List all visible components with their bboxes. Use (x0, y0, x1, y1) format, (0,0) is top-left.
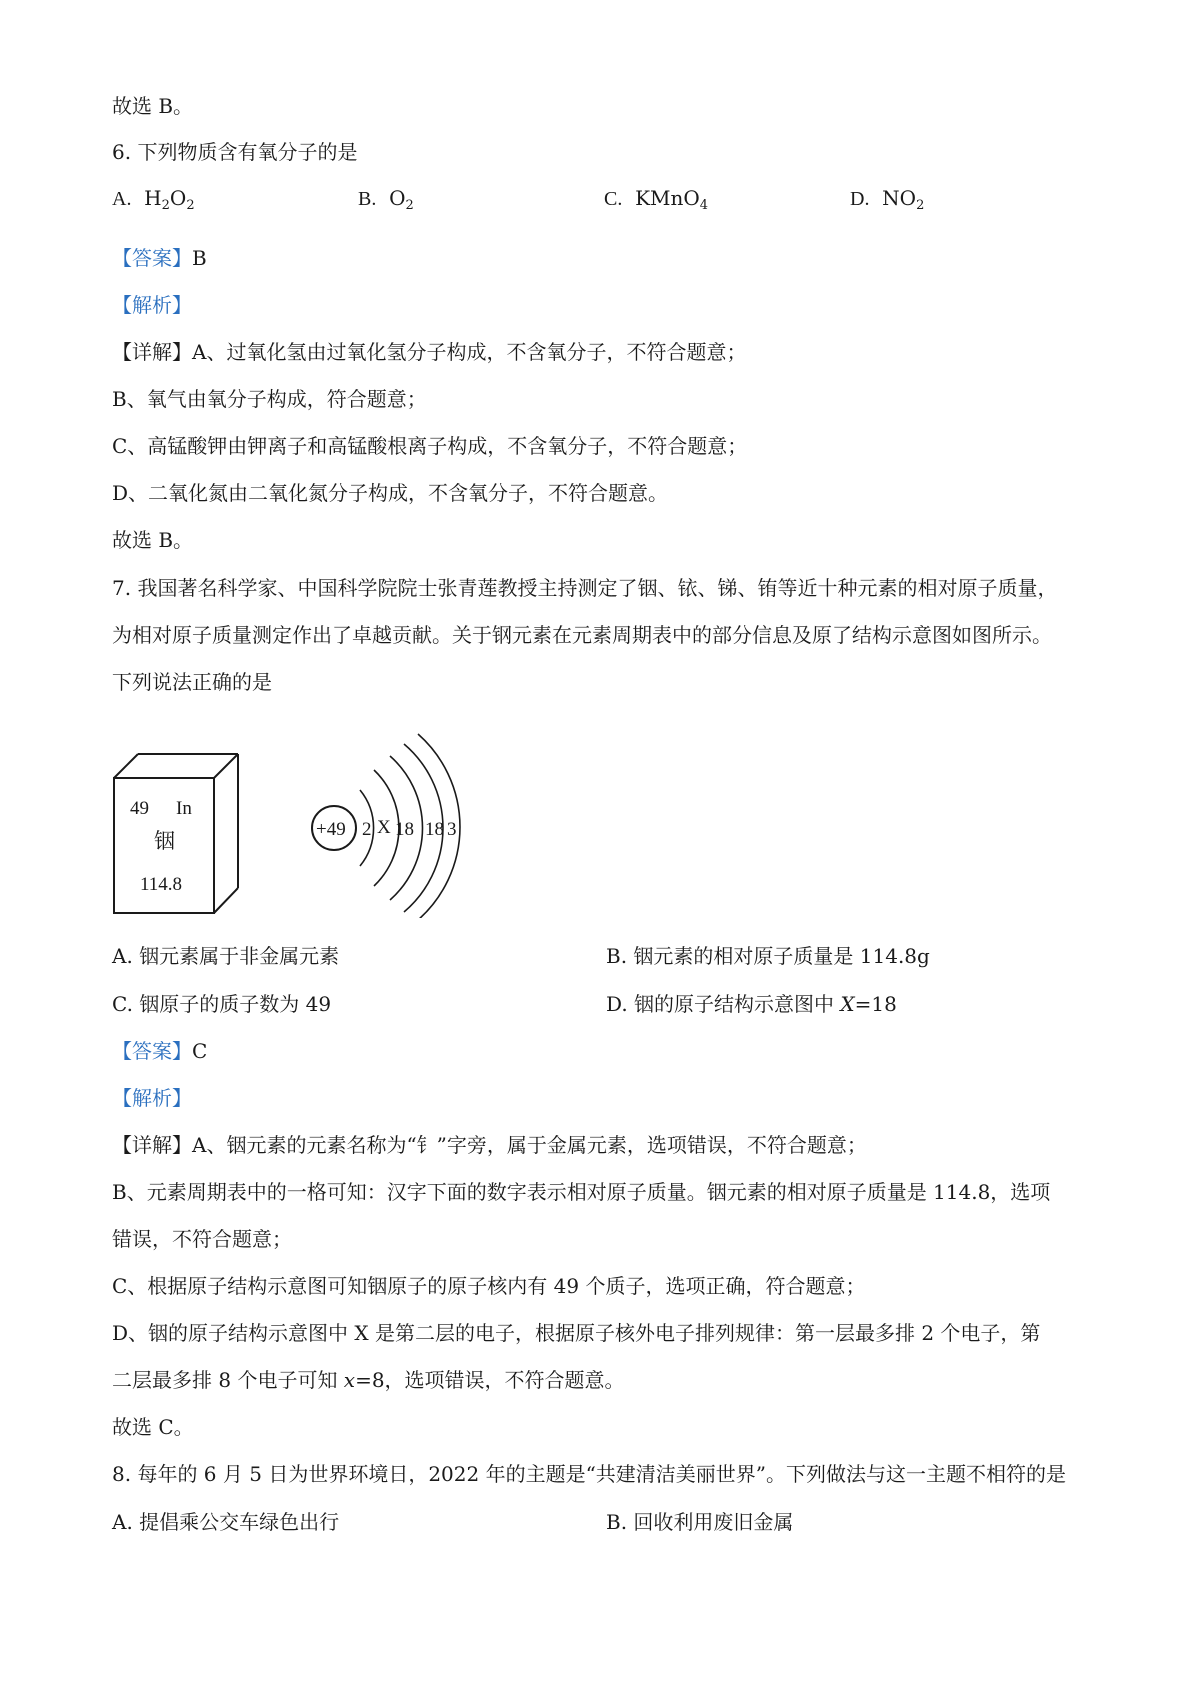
atomic-mass: 114.8 (140, 874, 183, 895)
q7-analysis-tag: 【解析】 (112, 1086, 192, 1110)
q6-answer: 【答案】B (112, 246, 207, 270)
q6-conclusion: 故选 B。 (112, 528, 194, 552)
q7-option-d[interactable]: D. 铟的原子结构示意图中 X=18 (606, 992, 897, 1016)
q6-detail-1: 【详解】A、过氧化氢由过氧化氢分子构成，不含氧分子，不符合题意； (112, 340, 747, 364)
question-6-stem: 6. 下列物质含有氧分子的是 (112, 140, 358, 164)
indium-diagram (112, 728, 492, 918)
answer-tag: 【答案】 (112, 1039, 192, 1063)
q6-option-c[interactable]: C. KMnO$_4$ (604, 186, 709, 213)
q6-analysis-tag: 【解析】 (112, 293, 192, 317)
q6-detail-2: B、氧气由氧分子构成，符合题意； (112, 387, 427, 411)
q7-answer: 【答案】C (112, 1039, 208, 1063)
q6-option-a[interactable]: A. $H_2O_2$ (112, 186, 195, 213)
answer-conclusion: 故选 B。 (112, 94, 194, 118)
question-8-stem: 8. 每年的 6 月 5 日为世界环境日，2022 年的主题是“共建清洁美丽世界”。下列做法与这一主题不相符的是 (112, 1462, 1067, 1486)
element-symbol: In (176, 798, 192, 819)
atomic-number: 49 (130, 798, 149, 819)
nucleus-charge: +49 (316, 819, 346, 840)
element-name: 铟 (154, 829, 175, 853)
q7-option-c[interactable]: C. 铟原子的质子数为 49 (112, 992, 332, 1016)
q6-detail-4: D、二氧化氮由二氧化氮分子构成，不含氧分子，不符合题意。 (112, 481, 669, 505)
q7-detail-5: D、铟的原子结构示意图中 X 是第二层的电子，根据原子核外电子排列规律：第一层最多排 2 个电子，第 (112, 1321, 1041, 1345)
periodic-cell (114, 754, 238, 913)
q7-option-a[interactable]: A. 铟元素属于非金属元素 (112, 944, 340, 968)
shell-5-count: 3 (447, 819, 457, 840)
answer-tag: 【答案】 (112, 246, 192, 270)
q7-detail-4: C、根据原子结构示意图可知铟原子的原子核内有 49 个质子，选项正确，符合题意； (112, 1274, 866, 1298)
q6-detail-3: C、高锰酸钾由钾离子和高锰酸根离子构成，不含氧分子，不符合题意； (112, 434, 748, 458)
q8-option-a[interactable]: A. 提倡乘公交车绿色出行 (112, 1510, 340, 1534)
q7-conclusion: 故选 C。 (112, 1415, 194, 1439)
q8-option-b[interactable]: B. 回收利用废旧金属 (606, 1510, 794, 1534)
shell-1-count: 2 (362, 819, 372, 840)
q7-detail-6: 二层最多排 8 个电子可知 x=8，选项错误，不符合题意。 (112, 1368, 625, 1392)
atom-structure (312, 734, 460, 918)
question-7-stem-1: 7. 我国著名科学家、中国科学院院士张青莲教授主持测定了铟、铱、锑、铕等近十种元素的相对原子质量， (112, 576, 1058, 600)
shell-4-count: 18 (425, 819, 444, 840)
question-7-stem-3: 下列说法正确的是 (112, 670, 272, 694)
q7-detail-3: 错误，不符合题意； (112, 1227, 292, 1251)
q7-detail-2: B、元素周期表中的一格可知：汉字下面的数字表示相对原子质量。铟元素的相对原子质量是 114.8，选项 (112, 1180, 1051, 1204)
shell-2-count: X (377, 817, 391, 838)
q7-option-b[interactable]: B. 铟元素的相对原子质量是 114.8g (606, 944, 930, 968)
indium-figure (112, 728, 492, 918)
shell-3-count: 18 (395, 819, 414, 840)
q7-detail-1: 【详解】A、铟元素的元素名称为“钅”字旁，属于金属元素，选项错误，不符合题意； (112, 1133, 867, 1157)
q6-option-d[interactable]: D. $NO_2$ (850, 186, 925, 213)
question-7-stem-2: 为相对原子质量测定作出了卓越贡献。关于钢元素在元素周期表中的部分信息及原了结构示意图如图所示。 (112, 623, 1052, 647)
q6-option-b[interactable]: B. $O_2$ (358, 186, 414, 213)
